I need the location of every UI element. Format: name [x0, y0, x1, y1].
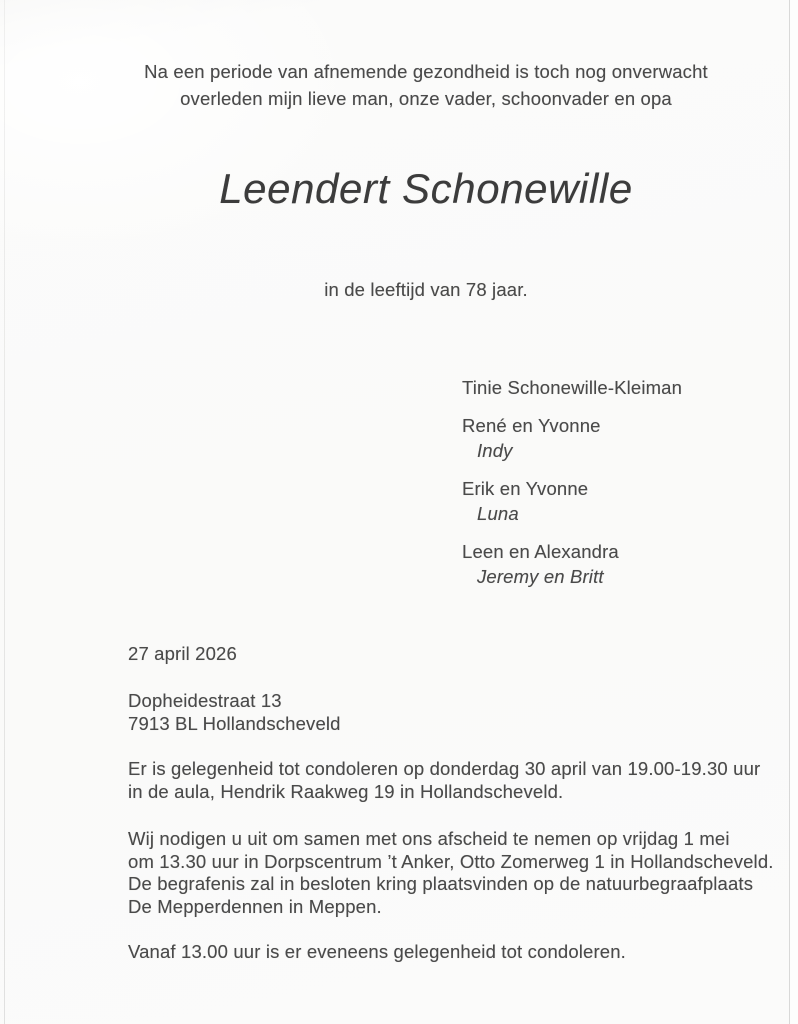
- farewell-paragraph: [128, 828, 774, 918]
- family-grandchildren: Indy: [477, 440, 513, 461]
- family-grandchildren: Luna: [477, 503, 519, 524]
- family-member-name: Tinie Schonewille-Kleiman: [462, 377, 683, 398]
- family-entry: [462, 539, 682, 589]
- address: [128, 690, 341, 735]
- family-member-name: Erik en Yvonne: [462, 478, 589, 499]
- scan-edge-left: [4, 0, 5, 1024]
- family-grandchildren: Jeremy en Britt: [477, 566, 604, 587]
- date-line: 27 april 2026: [128, 643, 237, 664]
- farewell-line-3: De begrafenis zal in besloten kring plaatsvinden op de natuurbegraafplaats: [128, 873, 754, 894]
- closing-line: Vanaf 13.00 uur is er eveneens gelegenheid tot condoleren.: [128, 941, 626, 962]
- family-entry: [462, 375, 682, 400]
- farewell-line-2: om 13.30 uur in Dorpscentrum ’t Anker, Otto Zomerweg 1 in Hollandscheveld.: [128, 850, 774, 872]
- scan-margin-right: [790, 0, 798, 1024]
- intro-line-1: Na een periode van afnemende gezondheid is toch nog onverwacht: [144, 61, 708, 82]
- intro-line-2: overleden mijn lieve man, onze vader, schoonvader en opa: [180, 88, 672, 109]
- condolence-line-2: in de aula, Hendrik Raakweg 19 in Hollandscheveld.: [128, 780, 564, 802]
- family-member-name: René en Yvonne: [462, 415, 601, 436]
- farewell-line-1: Wij nodigen u uit om samen met ons afscheid te nemen op vrijdag 1 mei: [128, 828, 730, 849]
- family-member-name: Leen en Alexandra: [462, 541, 619, 562]
- family-entry: [462, 413, 682, 463]
- farewell-line-4: De Mepperdennen in Meppen.: [128, 895, 382, 917]
- deceased-name: Leendert Schonewille: [219, 165, 633, 212]
- family-entry: [462, 476, 682, 526]
- address-postal-city: 7913 BL Hollandscheveld: [128, 712, 341, 734]
- age-line: in de leeftijd van 78 jaar.: [324, 279, 528, 300]
- condolence-paragraph: [128, 758, 760, 803]
- family-list: [462, 375, 682, 602]
- address-street: Dopheidestraat 13: [128, 690, 282, 711]
- intro-text: [55, 58, 797, 112]
- scan-edge-right: [789, 0, 790, 1024]
- condolence-line-1: Er is gelegenheid tot condoleren op donderdag 30 april van 19.00-19.30 uur: [128, 758, 761, 779]
